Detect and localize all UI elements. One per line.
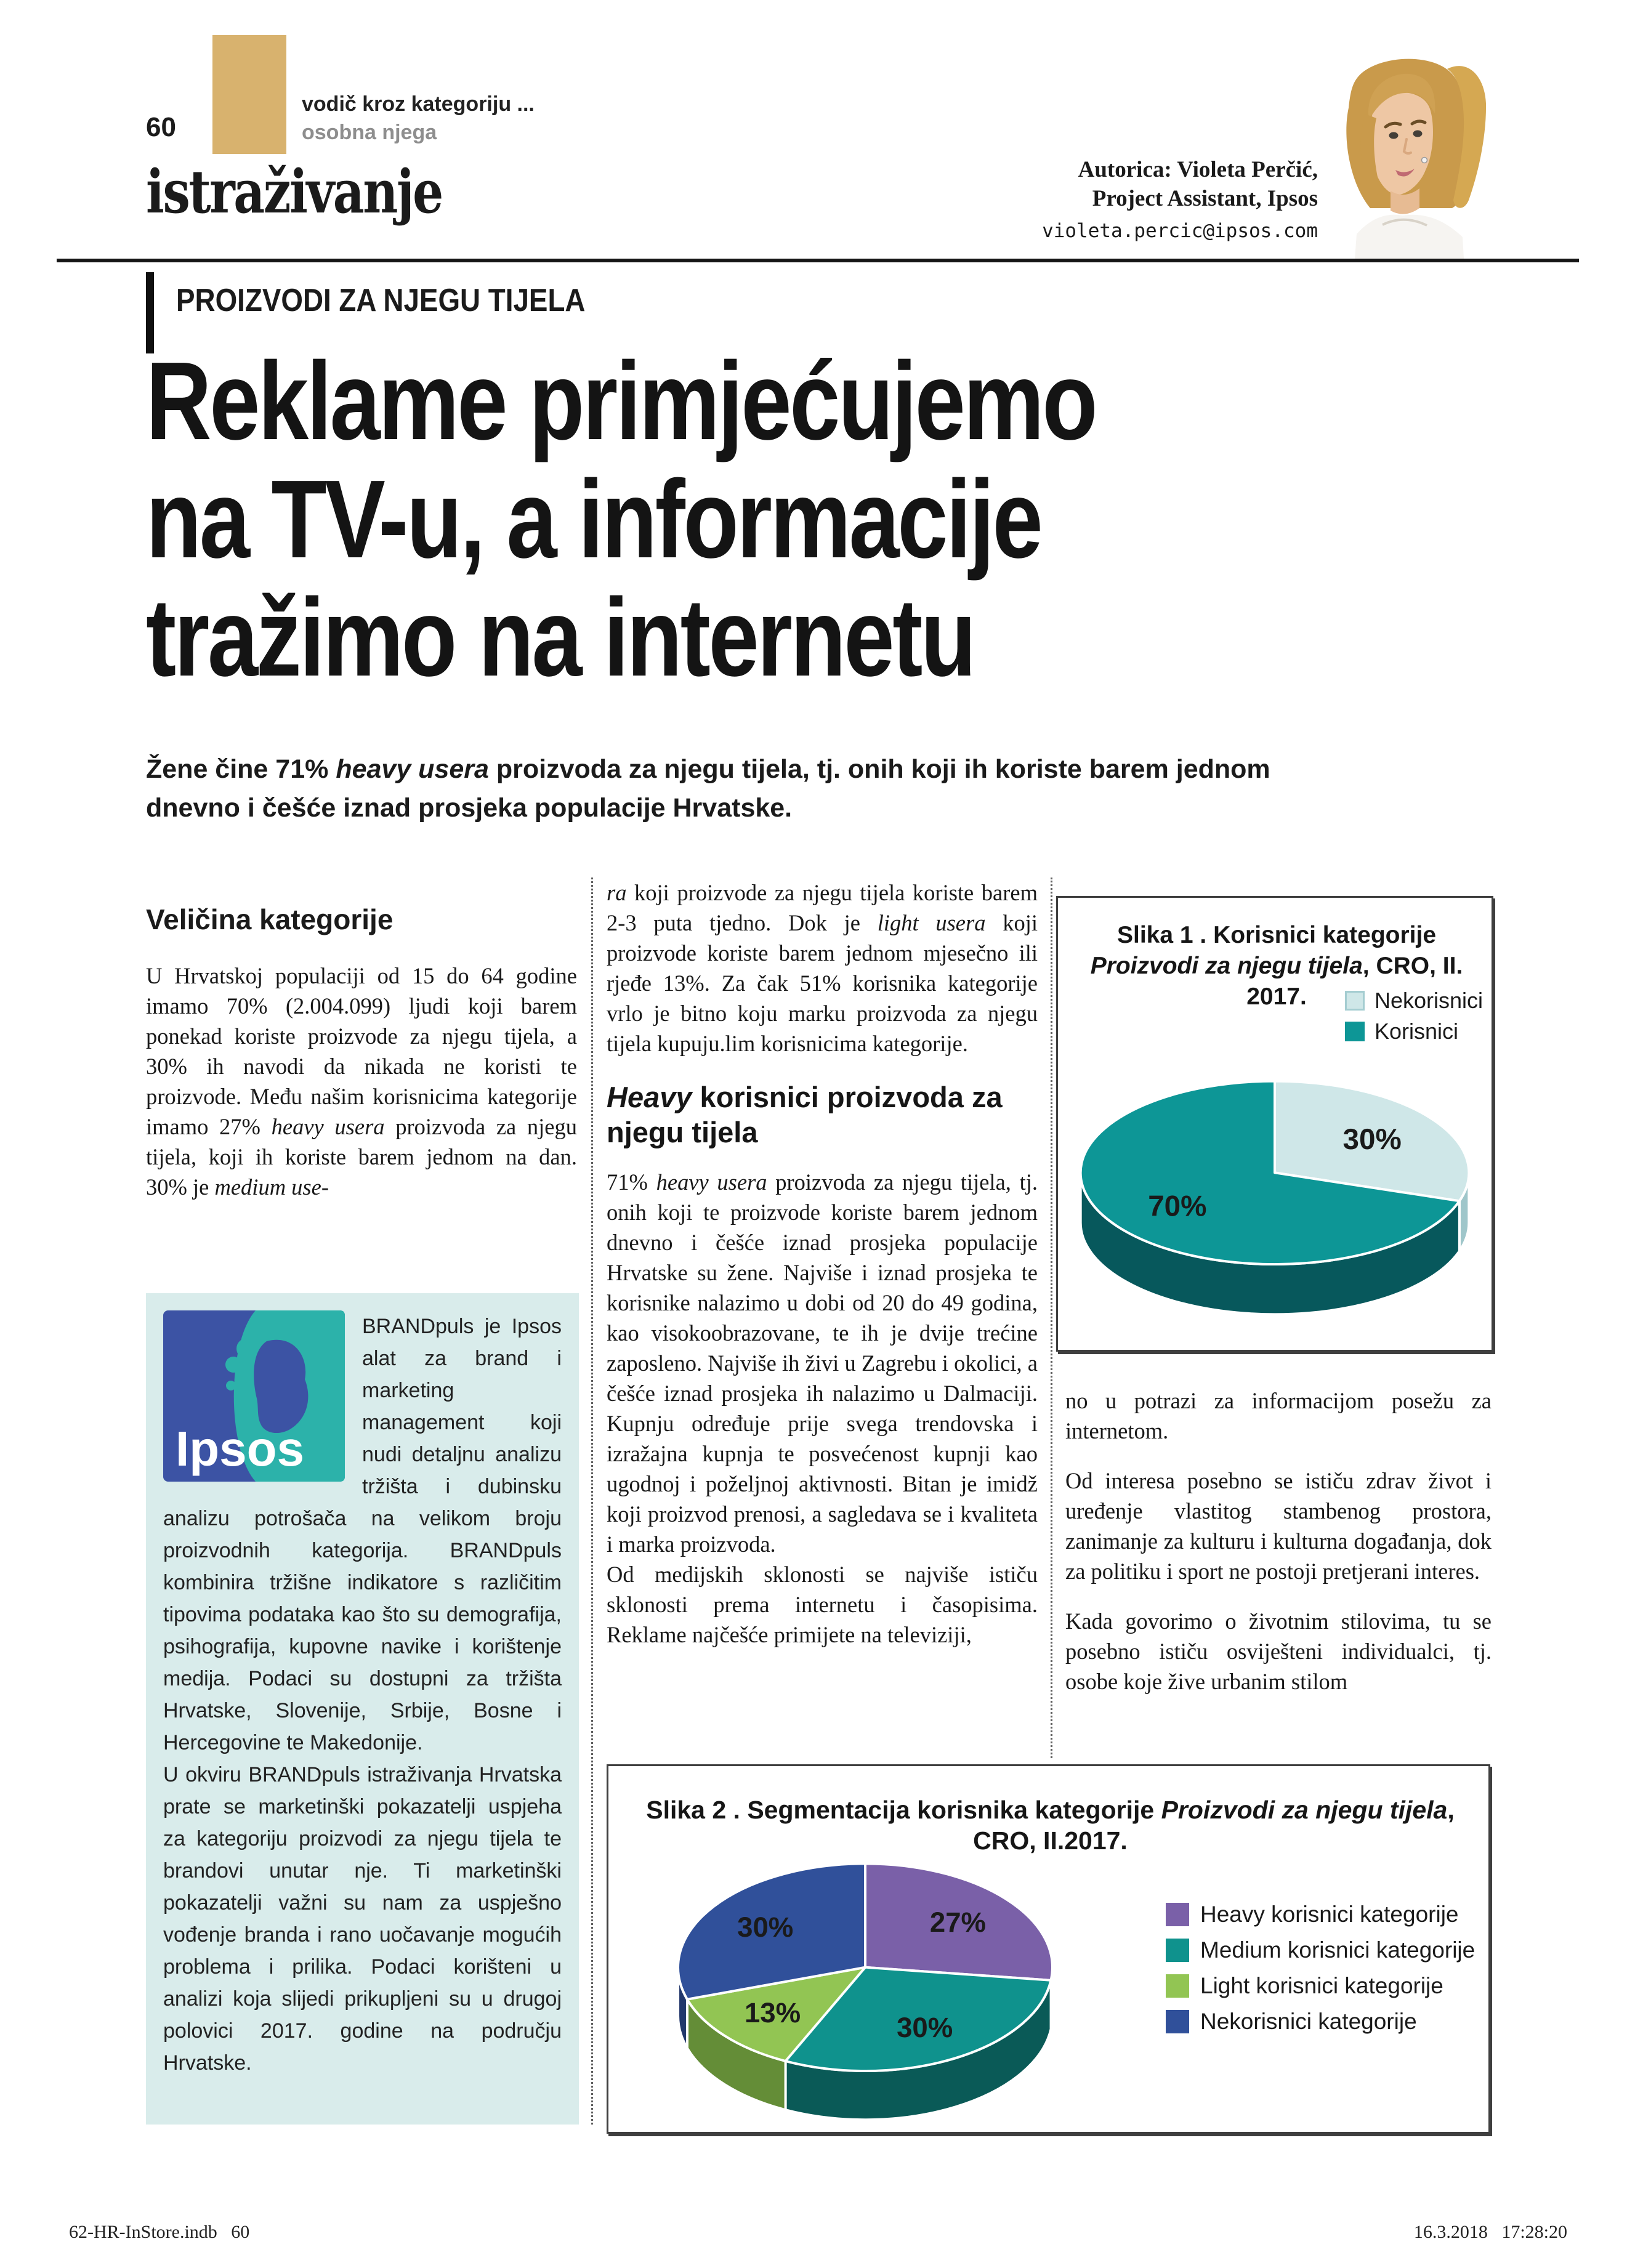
author-photo bbox=[1321, 49, 1498, 259]
legend-label: Korisnici bbox=[1375, 1019, 1459, 1044]
col3-paragraph-3: Kada govorimo o životnim stilovima, tu se posebno ističu osviješteni individualci, tj. osobe koje žive urbanim stilom bbox=[1065, 1608, 1492, 1694]
gold-accent-bar bbox=[212, 35, 286, 154]
col3-paragraph-2: Od interesa posebno se ističu zdrav život i uređenje vlastitog stambenog prostora, zanimanje za kulturu i kulturna događanja, dok za politiku i sport ne postoji pretjerani interes. bbox=[1065, 1468, 1492, 1584]
col3-paragraph-1: no u potrazi za informacijom posežu za internetom. bbox=[1065, 1388, 1492, 1443]
author-role: Project Assistant, Ipsos bbox=[1092, 186, 1318, 211]
legend-swatch bbox=[1345, 1022, 1365, 1041]
figure-1-chart bbox=[1056, 896, 1493, 1352]
lead-line-1: Žene čine 71% heavy usera proizvoda za njegu tijela, tj. onih koji ih koriste barem jednom bbox=[146, 754, 1270, 784]
legend-label: Heavy korisnici kategorije bbox=[1200, 1902, 1459, 1927]
pie-label: 30% bbox=[737, 1911, 794, 1943]
pie-label: 30% bbox=[1342, 1123, 1402, 1156]
col1-paragraph: U Hrvatskoj populaciji od 15 do 64 godine imamo 70% (2.004.099) ljudi koji barem ponekad koriste proizvode za njegu tijela, a 30% ih navodi da nikada ne koristi te proizvode. Među našim korisnicima kategorije imamo 27% heavy usera proizvoda za njegu tijela, koji ih koriste barem jednom na dan. 30% je medium use- bbox=[146, 963, 577, 1200]
legend-item bbox=[1166, 1968, 1475, 2004]
author-block bbox=[979, 155, 1318, 246]
section-title: istraživanje bbox=[146, 157, 442, 227]
box-paragraph-1: BRANDpuls je Ipsos alat za brand i marketing management koji nudi detaljnu analizu tržišta i dubinsku analizu potrošača na velikom broju proizvodnih kategorija. BRANDpuls kombinira tržišne indikatore s različitim tipovima podataka kao što su demografija, psihografija, kupovne navike i korištenje medija. Podaci su dostupni za tržišta Hrvatske, Slovenije, Srbije, Bosne i Hercegovine te Makedonije. bbox=[163, 1315, 562, 1754]
col2-subheading: Heavy korisnici proizvoda za njegu tijela bbox=[607, 1081, 1003, 1148]
col2-paragraph-3: Od medijskih sklonosti se najviše ističu sklonosti prema internetu i časopisima. Reklame najčešće primijete na televiziji, bbox=[607, 1562, 1038, 1647]
figure-2-title: Slika 2 . Segmentacija korisnika kategorije Proizvodi za njegu tijela, CRO, II.2017. bbox=[646, 1796, 1455, 1855]
legend-swatch bbox=[1166, 1974, 1189, 1998]
footer-filename: 62-HR-InStore.indb 60 bbox=[69, 2222, 250, 2242]
author-email: violeta.percic@ipsos.com bbox=[1042, 220, 1318, 242]
figure-2-chart bbox=[607, 1764, 1490, 2134]
article-headline bbox=[146, 339, 1096, 700]
legend-item bbox=[1166, 1932, 1475, 1968]
column-3 bbox=[1065, 1386, 1492, 1716]
kicker-line-1: vodič kroz kategoriju ... bbox=[302, 92, 535, 116]
pie-label: 30% bbox=[897, 2011, 953, 2043]
footer-timestamp: 16.3.2018 17:28:20 bbox=[1413, 2222, 1567, 2242]
legend-label: Light korisnici kategorije bbox=[1200, 1973, 1443, 1998]
figure-1-title: Slika 1 . Korisnici kategorije Proizvodi za njegu tijela, CRO, II. 2017. bbox=[1090, 922, 1463, 1010]
legend-swatch bbox=[1166, 1939, 1189, 1962]
header-rule bbox=[57, 259, 1579, 262]
brandpuls-info-box bbox=[146, 1293, 579, 2125]
col2-paragraph-2: 71% heavy usera proizvoda za njegu tijela, tj. onih koji te proizvode koriste barem jednom dnevno i češće iznad prosjeka populacije Hrvatske su žene. Najviše i iznad prosjeka te korisnike nalazimo u dobi od 20 do 49 godina, kao visokoobrazovane, te ih je dvije trećine zaposleno. Najviše ih živi u Zagrebu i okolici, a češće iznad prosjeka ih nalazimo u Dalmaciji. Kupnju određuje prije svega trendovska i izražajna kupnja te posvećenost kupnji kao ugodnoj i poželjnoj aktivnosti. Bitan je imidž koji proizvod prenosi, a sagledava se i kvaliteta i marka proizvoda. bbox=[607, 1169, 1038, 1557]
legend-swatch bbox=[1166, 1903, 1189, 1926]
kicker-line-2: osobna njega bbox=[302, 121, 437, 144]
pie-label: 13% bbox=[744, 1996, 801, 2028]
page-number: 60 bbox=[146, 112, 176, 142]
legend-label: Nekorisnici kategorije bbox=[1200, 2009, 1417, 2034]
author-name: Autorica: Violeta Perčić, bbox=[1078, 157, 1318, 182]
box-paragraph-2: U okviru BRANDpuls istraživanja Hrvatska prate se marketinški pokazatelji uspjeha za kategoriju proizvodi za njegu tijela te brandovi unutar nje. Ti marketinški pokazatelji važni su nam za uspješno vođenje branda i rano uočavanje mogućih problema i prilika. Podaci korišteni u analizi koja slijedi prikupljeni su u drugoj polovici 2017. godine na području Hrvatske. bbox=[163, 1763, 562, 2075]
legend-swatch bbox=[1345, 991, 1365, 1011]
article-eyebrow: PROIZVODI ZA NJEGU TIJELA bbox=[176, 283, 586, 318]
legend-item bbox=[1345, 1016, 1483, 1047]
ipsos-logo bbox=[163, 1310, 345, 1482]
ipsos-wordmark: Ipsos bbox=[176, 1421, 304, 1476]
pie-label: 27% bbox=[929, 1907, 987, 1939]
figure-1-legend bbox=[1345, 985, 1483, 1047]
legend-label: Nekorisnici bbox=[1375, 988, 1484, 1013]
legend-item bbox=[1345, 985, 1483, 1016]
column-2 bbox=[607, 878, 1038, 1762]
headline-line-2: na TV-u, a informacije bbox=[146, 458, 1041, 581]
column-separator-1 bbox=[591, 878, 593, 2125]
column-separator-2 bbox=[1051, 878, 1052, 1758]
col2-paragraph-1: ra koji proizvode za njegu tijela koriste barem 2-3 puta tjedno. Dok je light usera koji proizvode koriste barem jednom mjesečno ili rjeđe 13%. Za čak 51% korisnika kategorije vrlo je bitno koju marku proizvoda za njegu tijela kupuju.lim korisnicima kategorije. bbox=[607, 880, 1038, 1056]
lead-line-2: dnevno i češće iznad prosjeka populacije Hrvatske. bbox=[146, 793, 793, 823]
col1-heading: Veličina kategorije bbox=[146, 903, 394, 935]
legend-label: Medium korisnici kategorije bbox=[1200, 1937, 1476, 1963]
headline-line-3: tražimo na internetu bbox=[146, 576, 974, 700]
legend-item bbox=[1166, 1897, 1475, 1932]
pie-label: 70% bbox=[1148, 1190, 1207, 1223]
figure-2-legend bbox=[1166, 1897, 1475, 2040]
legend-item bbox=[1166, 2004, 1475, 2040]
headline-line-1: Reklame primjećujemo bbox=[146, 339, 1096, 463]
legend-swatch bbox=[1166, 2010, 1189, 2033]
